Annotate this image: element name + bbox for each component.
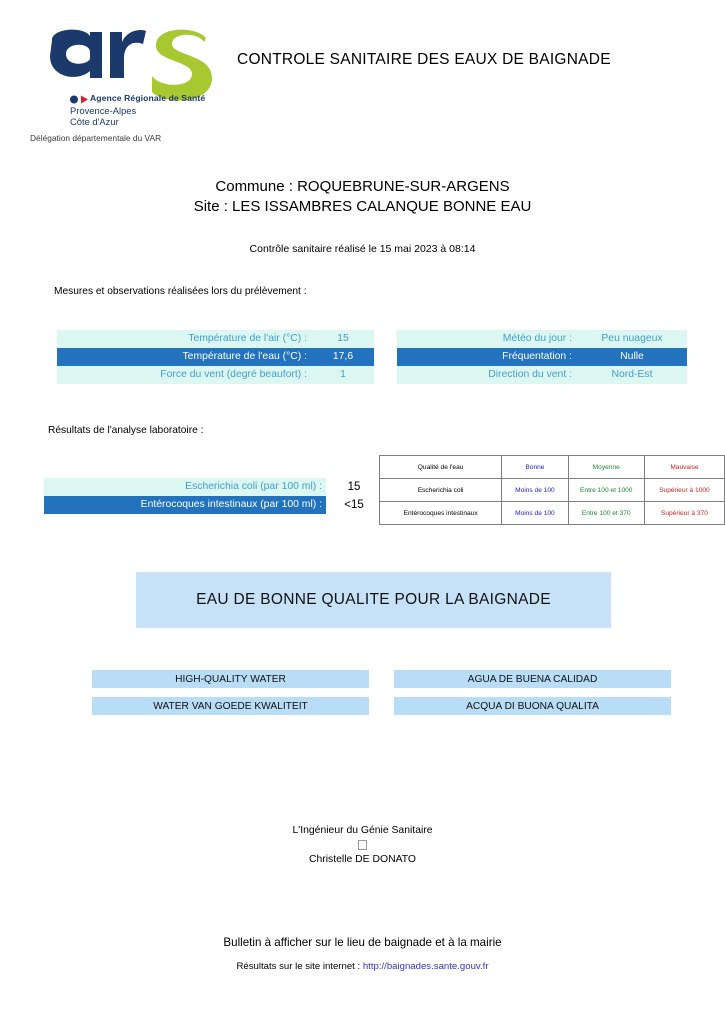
lab-parameter-label: Entérocoques intestinaux (par 100 ml) : [44, 496, 326, 514]
measures-table-right [397, 330, 687, 384]
verdict-translation-it: ACQUA DI BUONA QUALITA [394, 697, 671, 715]
quality-header-bonne: Bonne [502, 456, 568, 479]
table-row [380, 502, 725, 525]
lab-parameter-label: Escherichia coli (par 100 ml) : [44, 478, 326, 496]
quality-bonne: Moins de 100 [502, 502, 568, 525]
ars-logo [46, 26, 221, 127]
verdict-translation-nl: WATER VAN GOEDE KWALITEIT [92, 697, 369, 715]
logo-dot-ornaments [70, 95, 90, 104]
site-line: Site : LES ISSAMBRES CALANQUE BONNE EAU [193, 198, 532, 215]
signature-title: L'Ingénieur du Génie Sanitaire [292, 825, 433, 836]
lab-heading: Résultats de l'analyse laboratoire : [48, 425, 204, 436]
table-row [44, 478, 376, 496]
measure-label: Direction du vent : [397, 366, 577, 384]
footer-notice: Bulletin à afficher sur le lieu de baignade et à la mairie [223, 936, 502, 949]
quality-moyenne: Entre 100 et 1000 [568, 479, 644, 502]
measure-value: Nord-Est [577, 366, 687, 384]
logo-tagline: Agence Régionale de Santé [90, 93, 206, 103]
footer-results-prefix: Résultats sur le site internet : [236, 961, 363, 972]
verdict-banner: EAU DE BONNE QUALITE POUR LA BAIGNADE [136, 572, 611, 628]
measure-value: 1 [312, 366, 374, 384]
measure-label: Température de l'air (°C) : [57, 330, 312, 348]
measure-value: Nulle [577, 348, 687, 366]
measure-label: Fréquentation : [397, 348, 577, 366]
logo-region-line1: Provence-Alpes [70, 105, 137, 116]
footer-results-line [0, 961, 725, 972]
table-row [397, 330, 687, 348]
table-row [44, 496, 376, 514]
table-row [57, 366, 374, 384]
commune-line: Commune : ROQUEBRUNE-SUR-ARGENS [215, 178, 510, 195]
delegation-label: Délégation départementale du VAR [30, 133, 162, 143]
measure-value: 15 [312, 330, 374, 348]
measure-label: Météo du jour : [397, 330, 577, 348]
signature-name: Christelle DE DONATO [308, 854, 416, 865]
measure-value: Peu nuageux [577, 330, 687, 348]
water-quality-reference-table [379, 455, 725, 525]
quality-mauvaise: Supérieur à 1000 [644, 479, 724, 502]
quality-mauvaise: Supérieur à 370 [644, 502, 724, 525]
quality-header-moyenne: Moyenne [568, 456, 644, 479]
document-title: CONTROLE SANITAIRE DES EAUX DE BAIGNADE [237, 51, 611, 68]
logo-region-line2: Côte d'Azur [70, 115, 119, 127]
verdict-translation-en: HIGH-QUALITY WATER [92, 670, 369, 688]
quality-header-mauvaise: Mauvaise [644, 456, 724, 479]
lab-results-table [44, 478, 376, 514]
measures-table-left [57, 330, 374, 384]
lab-parameter-value: <15 [326, 496, 376, 514]
logo-region [70, 106, 136, 127]
table-row [397, 366, 687, 384]
measures-heading: Mesures et observations réalisées lors du prélèvement : [54, 286, 307, 297]
lab-parameter-value: 15 [326, 478, 376, 496]
quality-bonne: Moins de 100 [502, 479, 568, 502]
measure-label: Température de l'eau (°C) : [57, 348, 312, 366]
table-row [397, 348, 687, 366]
quality-header-parameter: Qualité de l'eau [380, 456, 502, 479]
control-date-line: Contrôle sanitaire réalisé le 15 mai 2023 à 08:14 [249, 243, 476, 255]
verdict-translation-es: AGUA DE BUENA CALIDAD [394, 670, 671, 688]
measure-label: Force du vent (degré beaufort) : [57, 366, 312, 384]
quality-parameter: Escherichia coli [380, 479, 502, 502]
table-row [57, 330, 374, 348]
measure-value: 17,6 [312, 348, 374, 366]
results-website-link[interactable]: http://baignades.sante.gouv.fr [362, 961, 489, 972]
table-row [380, 479, 725, 502]
table-row [57, 348, 374, 366]
quality-parameter: Entérocoques intestinaux [380, 502, 502, 525]
quality-moyenne: Entre 100 et 370 [568, 502, 644, 525]
table-header-row [380, 456, 725, 479]
document-header [0, 0, 725, 130]
missing-glyph-box [0, 840, 725, 853]
